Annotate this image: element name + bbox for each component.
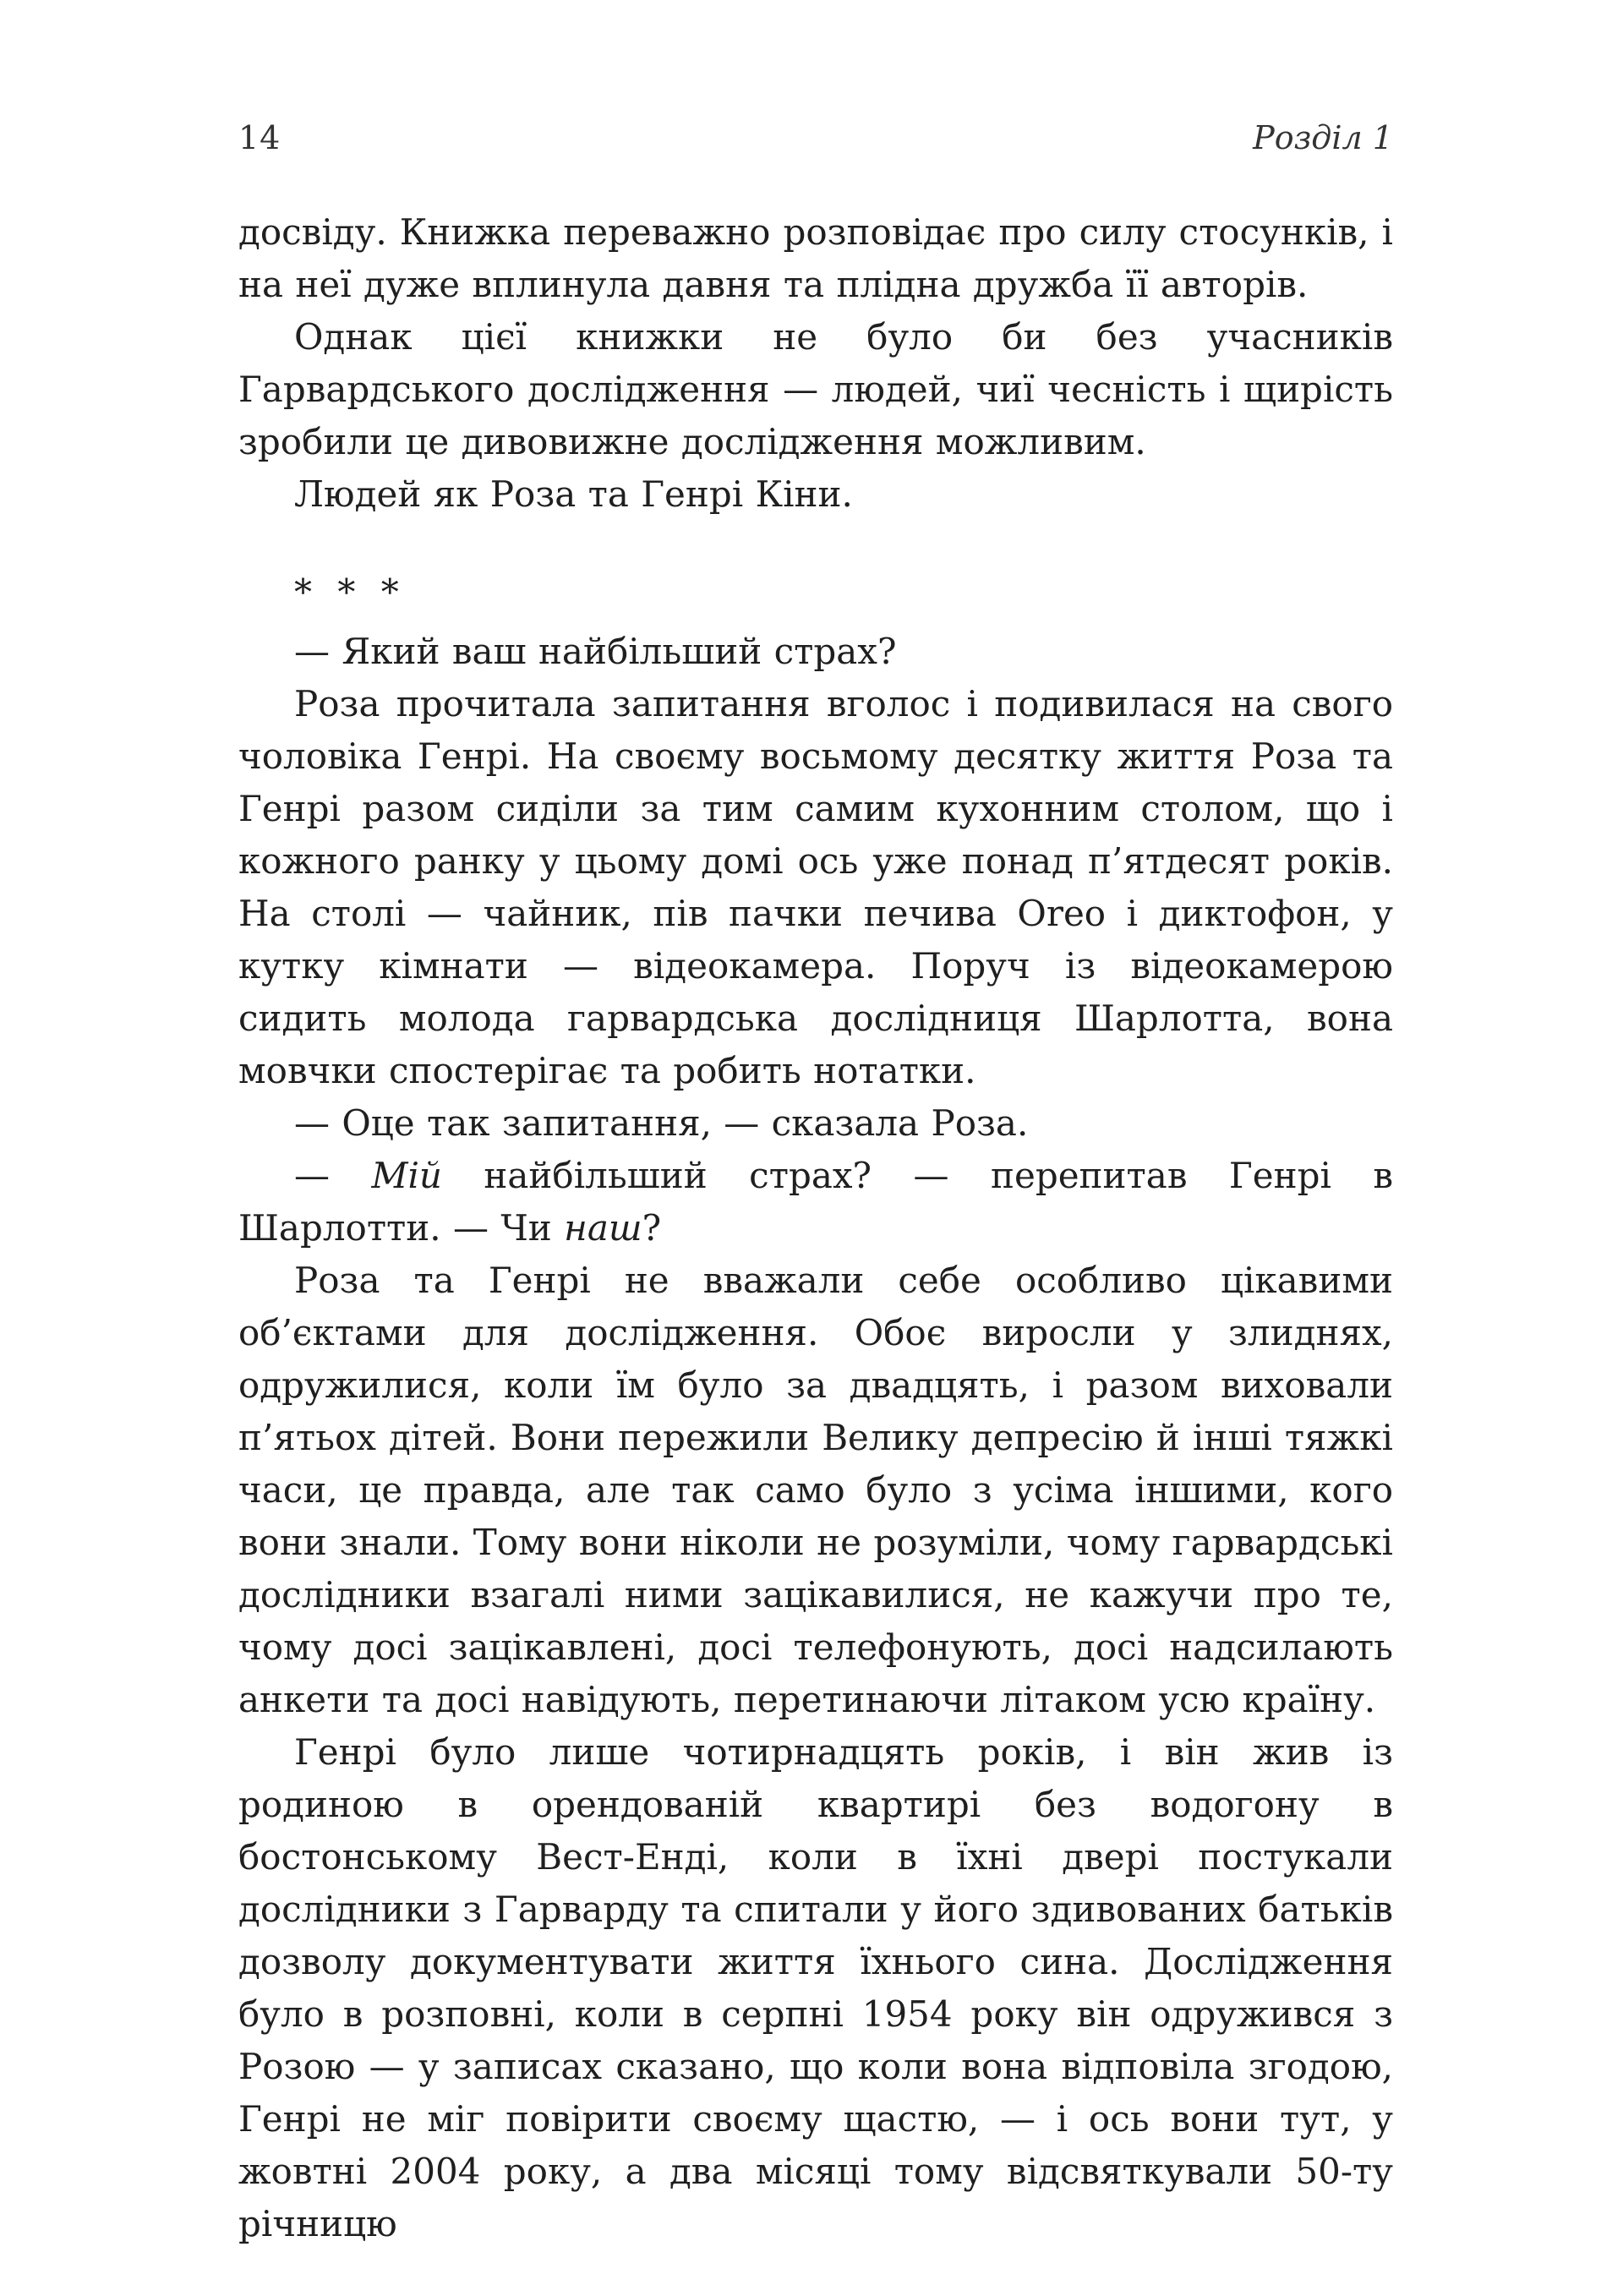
section-separator: * * * <box>294 571 406 613</box>
text-run: Людей як Роза та Генрі Кіни. <box>294 473 853 515</box>
paragraph <box>238 1097 1393 1150</box>
paragraph <box>238 311 1393 468</box>
text-run: найбільший страх? — перепитав Генрі в Шарлотти. — Чи <box>238 1155 1393 1249</box>
paragraph <box>238 1255 1393 1726</box>
page-number: 14 <box>238 119 281 156</box>
paragraph <box>238 468 1393 521</box>
text-run: — Який ваш найбільший страх? <box>294 631 897 672</box>
italic-text-run: Мій <box>371 1155 442 1196</box>
text-run: — <box>294 1155 372 1196</box>
running-head <box>238 118 1393 157</box>
text-run: Однак цієї книжки не було би без учасників Гарвардського дослідження — людей, чиї чесність і щирість зробили це дивовижне дослідження можливим. <box>238 316 1393 462</box>
paragraph <box>238 626 1393 678</box>
text-run: ? <box>642 1207 662 1249</box>
text-run: Генрі було лише чотирнадцять років, і він жив із родиною в орендованій квартирі без водогону в бостонському Вест-Енді, коли в їхні двері постукали дослідники з Гарварду та спитали у його здивованих батьків дозволу документувати життя їхнього сина. Дослідження було в розповні, коли в серпні 1954 року він одружився з Розою — у записах сказано, що коли вона відповіла згодою, Генрі не міг повірити своєму щастю, — і ось вони тут, у жовтні 2004 року, а два місяці тому відсвяткували 50-ту річницю <box>238 1731 1393 2244</box>
italic-text-run: наш <box>564 1207 642 1249</box>
text-run: Роза та Генрі не вважали себе особливо цікавими об’єктами для дослідження. Обоє виросли у злиднях, одружилися, коли їм було за двадцять, і разом виховали п’ятьох дітей. Вони пережили Велику депресію й інші тяжкі часи, це правда, але так само було з усіма іншими, кого вони знали. Тому вони ніколи не розуміли, чому гарвардські дослідники взагалі ними зацікавилися, не кажучи про те, чому досі зацікавлені, досі телефонують, досі надсилають анкети та досі навідують, перетинаючи літаком усю країну. <box>238 1260 1393 1720</box>
paragraph <box>238 678 1393 1097</box>
paragraph <box>238 1150 1393 1255</box>
text-run: — Оце так запитання, — сказала Роза. <box>294 1102 1029 1144</box>
chapter-header: Розділ 1 <box>1253 119 1393 156</box>
text-run: досвіду. Книжка переважно розповідає про силу стосунків, і на неї дуже вплинула давня та плідна дружба її авторів. <box>238 211 1393 305</box>
paragraph <box>238 206 1393 311</box>
page-body <box>238 206 1393 2250</box>
paragraph <box>238 1726 1393 2250</box>
text-run: Роза прочитала запитання вголос і подивилася на свого чоловіка Генрі. На своєму восьмому десятку життя Роза та Генрі разом сиділи за тим самим кухонним столом, що і кожного ранку у цьому домі ось уже понад п’ятдесят років. На столі — чайник, пів пачки печива Oreo і диктофон, у кутку кімнати — відеокамера. Поруч із відеокамерою сидить молода гарвардська дослідниця Шарлотта, вона мовчки спостерігає та робить нотатки. <box>238 683 1393 1091</box>
